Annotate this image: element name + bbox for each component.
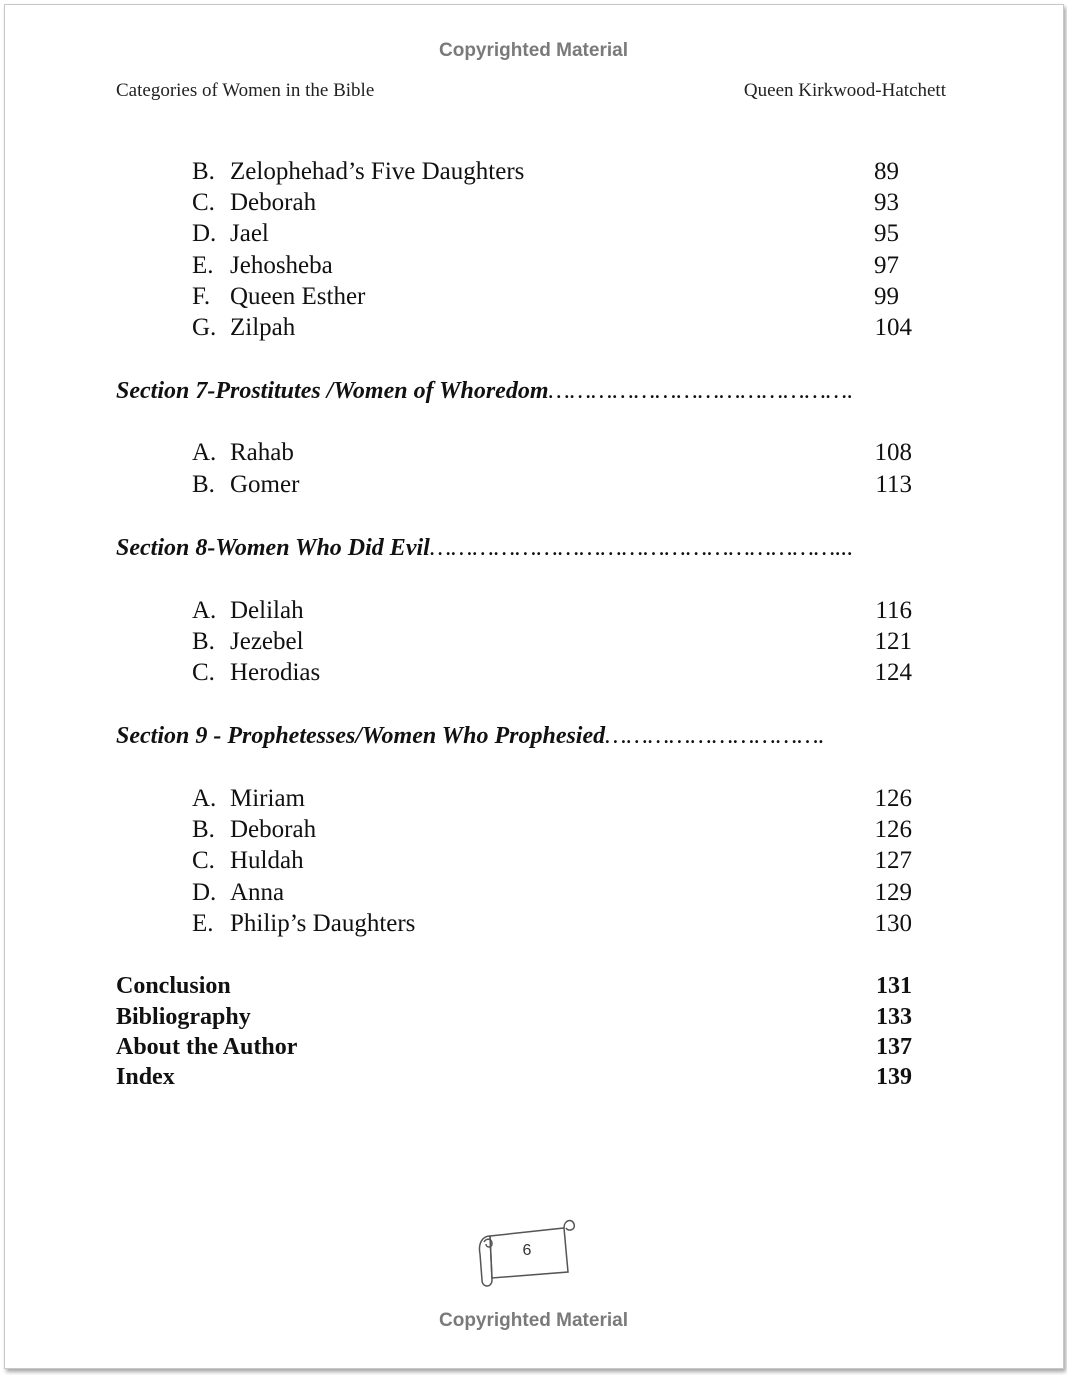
leader-dots: …………………………. (605, 723, 825, 749)
entry-letter: E. (192, 910, 214, 937)
entry-page: 116 (875, 597, 912, 624)
backmatter-bibliography: Bibliography (116, 1004, 251, 1030)
entry-letter: B. (192, 158, 215, 185)
section-title: Section 7-Prostitutes /Women of Whoredom (116, 378, 549, 404)
entry-page: 130 (874, 910, 912, 937)
entry-name: Jezebel (230, 628, 304, 655)
leader-dots: ……………………………………. (548, 378, 854, 404)
entry-name: Huldah (230, 847, 304, 874)
backmatter-page: 139 (876, 1064, 912, 1090)
entry-page: 95 (874, 220, 899, 247)
entry-letter: C. (192, 847, 215, 874)
backmatter-about-author: About the Author (116, 1034, 298, 1060)
entry-name: Anna (230, 879, 285, 906)
entry-page: 104 (874, 314, 912, 341)
entry-name: Deborah (230, 816, 317, 843)
entry-page: 99 (874, 283, 899, 310)
entry-letter: G. (192, 314, 217, 341)
entry-letter: B. (192, 816, 215, 843)
entry-letter: A. (192, 597, 217, 624)
entry-page: 126 (874, 785, 912, 812)
entry-page: 97 (874, 252, 899, 279)
entry-page: 124 (874, 659, 912, 686)
entry-name: Delilah (230, 597, 304, 624)
watermark-top: Copyrighted Material (439, 40, 628, 61)
running-header-title: Categories of Women in the Bible (116, 80, 375, 101)
entry-name: Zelophehad’s Five Daughters (230, 158, 525, 185)
entry-name: Jehosheba (230, 252, 333, 279)
section-title: Section 8-Women Who Did Evil (116, 535, 430, 561)
entry-page: 93 (874, 189, 899, 216)
watermark-bottom: Copyrighted Material (439, 1310, 628, 1331)
entry-letter: A. (192, 785, 217, 812)
entry-name: Herodias (230, 659, 321, 686)
entry-letter: D. (192, 879, 217, 906)
backmatter-index: Index (116, 1064, 175, 1090)
entry-name: Philip’s Daughters (230, 910, 416, 937)
entry-page: 108 (874, 439, 912, 466)
backmatter-conclusion: Conclusion (116, 973, 231, 999)
entry-name: Queen Esther (230, 283, 366, 310)
entry-page: 127 (874, 847, 912, 874)
page-number: 6 (522, 1242, 532, 1259)
entry-name: Jael (230, 220, 269, 247)
section-title: Section 9 - Prophetesses/Women Who Prophesied (116, 723, 606, 749)
entry-letter: F. (192, 283, 211, 310)
backmatter-page: 131 (876, 973, 912, 999)
section-heading-7 (116, 375, 946, 407)
leader-dots: …………………………………………………... (429, 535, 854, 561)
entry-letter: C. (192, 189, 215, 216)
section-heading-8 (116, 532, 946, 564)
entry-page: 113 (875, 471, 912, 498)
entry-page: 121 (874, 628, 912, 655)
entry-page: 126 (874, 816, 912, 843)
entry-letter: C. (192, 659, 215, 686)
entry-name: Miriam (230, 785, 305, 812)
backmatter-page: 137 (876, 1034, 912, 1060)
entry-name: Rahab (230, 439, 294, 466)
entry-name: Deborah (230, 189, 317, 216)
entry-name: Zilpah (230, 314, 296, 341)
entry-letter: B. (192, 471, 215, 498)
entry-page: 129 (874, 879, 912, 906)
running-header-author: Queen Kirkwood-Hatchett (743, 80, 946, 101)
entry-letter: E. (192, 252, 214, 279)
entry-letter: B. (192, 628, 215, 655)
section-heading-9 (116, 720, 946, 752)
entry-letter: D. (192, 220, 217, 247)
entry-name: Gomer (230, 471, 300, 498)
entry-page: 89 (874, 158, 899, 185)
backmatter-page: 133 (876, 1004, 912, 1030)
entry-letter: A. (192, 439, 217, 466)
